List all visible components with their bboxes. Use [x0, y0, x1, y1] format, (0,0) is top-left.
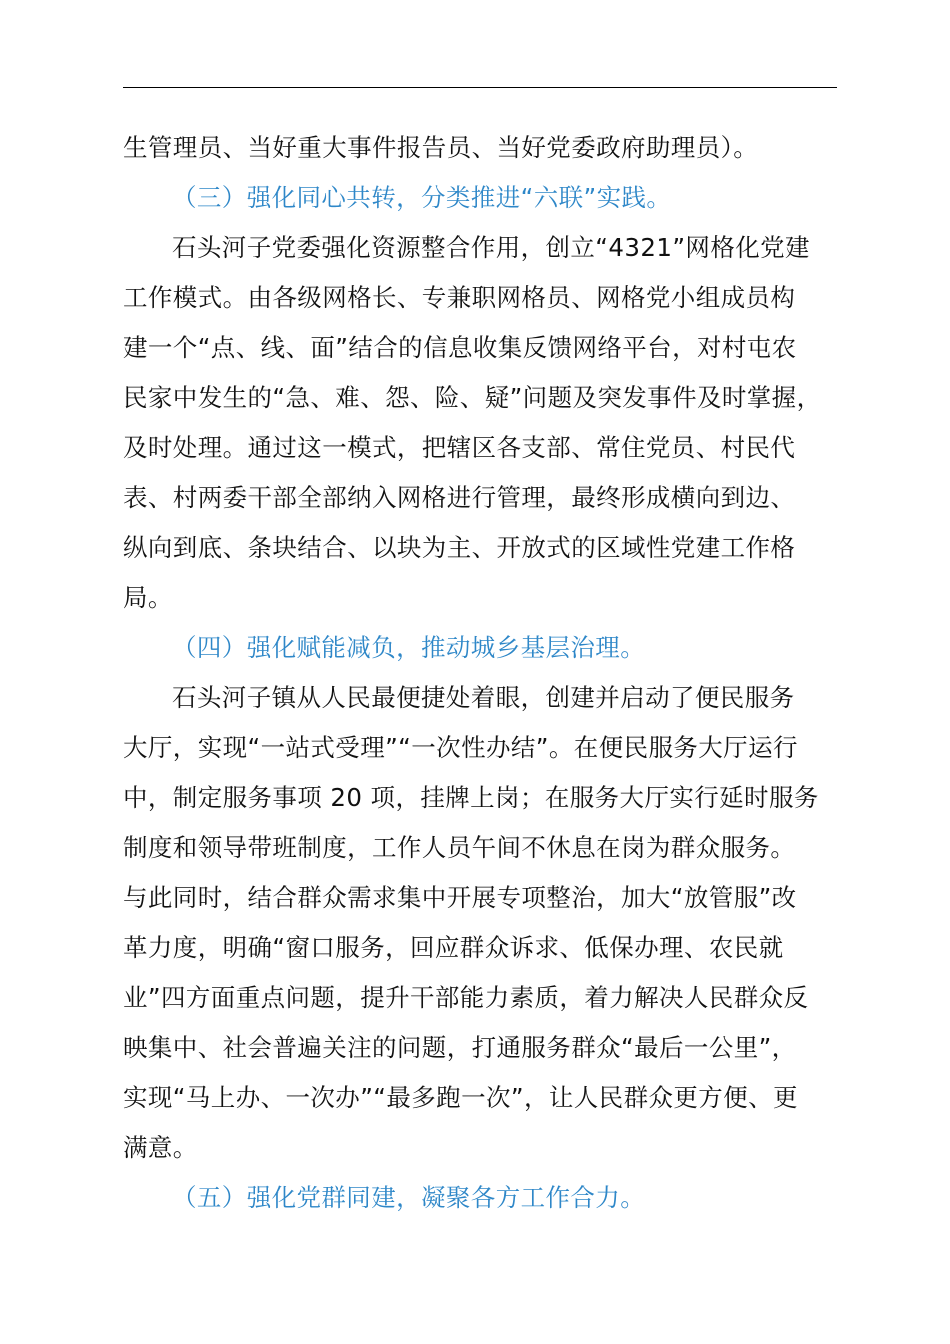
paragraph-line: 石头河子党委强化资源整合作用，创立“4321”网格化党建 [172, 233, 810, 262]
paragraph-line: 工作模式。由各级网格长、专兼职网格员、网格党小组成员构 [123, 283, 796, 312]
section-heading-5: （五）强化党群同建，凝聚各方工作合力。 [172, 1183, 646, 1212]
paragraph-line: 局。 [123, 583, 173, 612]
header-rule [123, 87, 837, 88]
paragraph-line: 与此同时，结合群众需求集中开展专项整治，加大“放管服”改 [123, 883, 797, 912]
paragraph-line: 大厅，实现“一站式受理”“一次性办结”。在便民服务大厅运行 [123, 733, 798, 762]
paragraph-line: 民家中发生的“急、难、怨、险、疑”问题及突发事件及时掌握， [123, 383, 822, 412]
document-body [123, 123, 839, 1223]
paragraph-line: 满意。 [123, 1133, 198, 1162]
paragraph-line: 纵向到底、条块结合、以块为主、开放式的区域性党建工作格 [123, 533, 796, 562]
paragraph-line: 中，制定服务事项 20 项，挂牌上岗；在服务大厅实行延时服务 [123, 783, 819, 812]
paragraph-line: 及时处理。通过这一模式，把辖区各支部、常住党员、村民代 [123, 433, 796, 462]
section-heading-3: （三）强化同心共转，分类推进“六联”实践。 [172, 183, 672, 212]
paragraph-line: 石头河子镇从人民最便捷处着眼，创建并启动了便民服务 [172, 683, 795, 712]
paragraph-line: 生管理员、当好重大事件报告员、当好党委政府助理员）。 [123, 133, 759, 162]
paragraph-line: 业”四方面重点问题，提升干部能力素质，着力解决人民群众反 [123, 983, 809, 1012]
section-heading-4: （四）强化赋能减负，推动城乡基层治理。 [172, 633, 646, 662]
paragraph-line: 表、村两委干部全部纳入网格进行管理，最终形成横向到边、 [123, 483, 796, 512]
paragraph-line: 革力度，明确“窗口服务，回应群众诉求、低保办理、农民就 [123, 933, 784, 962]
paragraph-line: 实现“马上办、一次办”“最多跑一次”，让人民群众更方便、更 [123, 1083, 798, 1112]
paragraph-line: 映集中、社会普遍关注的问题，打通服务群众“最后一公里”， [123, 1033, 797, 1062]
paragraph-line: 建一个“点、线、面”结合的信息收集反馈网络平台，对村屯农 [123, 333, 797, 362]
paragraph-line: 制度和领导带班制度，工作人员午间不休息在岗为群众服务。 [123, 833, 796, 862]
